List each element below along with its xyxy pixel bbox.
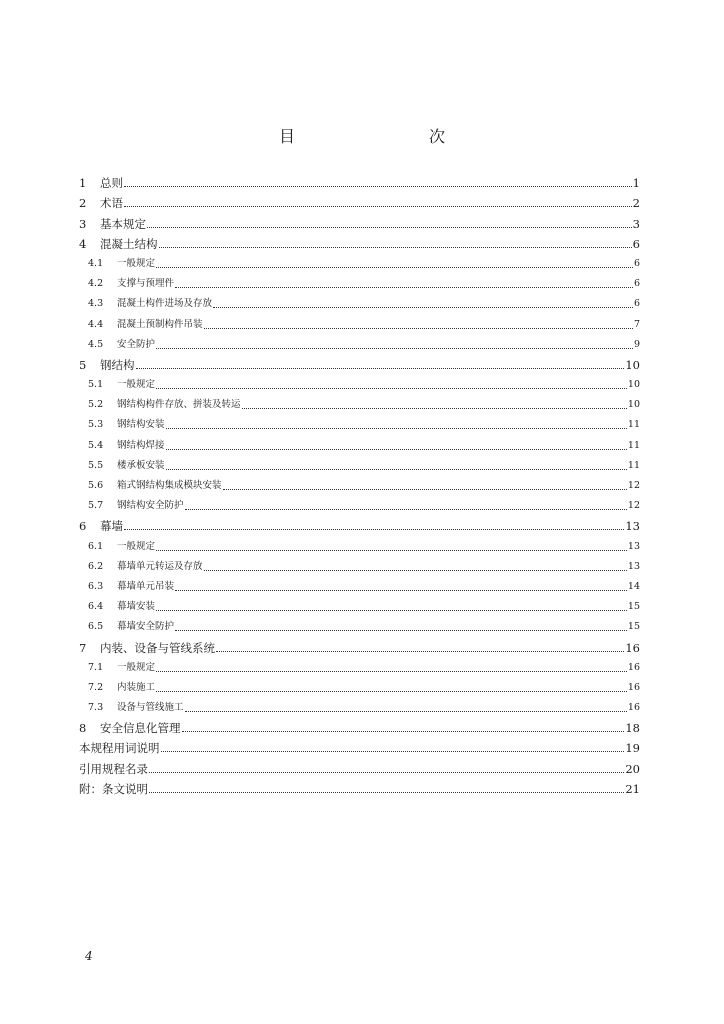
- toc-entry-page: 15: [627, 601, 640, 613]
- toc-entry-number: 6.1: [88, 540, 104, 552]
- toc-entry-page: 12: [627, 480, 640, 491]
- toc-entry-number: 7: [79, 640, 87, 655]
- dot-leader: [204, 569, 627, 571]
- toc-entry[interactable]: [79, 574, 640, 594]
- toc-entry[interactable]: [79, 554, 640, 574]
- dot-leader: [159, 246, 632, 248]
- toc-entry-number: 4.3: [88, 298, 104, 310]
- toc-entry[interactable]: [79, 291, 640, 311]
- toc-entry-page: 6: [632, 236, 640, 251]
- toc-entry-label: 支撑与预埋件: [117, 278, 175, 290]
- dot-leader: [175, 589, 627, 591]
- toc-entry-label: 钢结构安全防护: [117, 500, 184, 512]
- dot-leader: [156, 347, 633, 349]
- toc-entry-label: 混凝土预制构件吊装: [117, 318, 203, 330]
- dot-leader: [175, 286, 633, 288]
- toc-entry-page: 20: [625, 761, 640, 776]
- toc-entry-page: 14: [627, 580, 640, 592]
- toc-entry-page: 16: [627, 661, 640, 673]
- toc-entry-label: 一般规定: [117, 257, 156, 269]
- toc-entry-page: 12: [627, 500, 640, 512]
- toc-entry-label: 术语: [100, 196, 123, 211]
- toc-entry-number: 5.7: [88, 500, 104, 512]
- toc-entry[interactable]: [79, 735, 640, 755]
- toc-entry-number: 5.5: [88, 459, 104, 471]
- toc-entry-number: 7.3: [88, 702, 104, 714]
- toc-entry[interactable]: [79, 251, 640, 271]
- toc-entry-page: 10: [627, 399, 640, 411]
- toc-entry-number: 5.4: [88, 439, 104, 451]
- toc-entry-label: 一般规定: [117, 379, 156, 391]
- toc-entry[interactable]: [79, 715, 640, 735]
- toc-entry-page: 13: [627, 560, 640, 572]
- toc-entry-label: 安全信息化管理: [100, 721, 181, 736]
- toc-entry-number: 5: [79, 357, 87, 372]
- dot-leader: [124, 205, 632, 207]
- toc-entry[interactable]: [79, 473, 640, 493]
- toc-entry-page: 6: [633, 298, 640, 310]
- toc-entry[interactable]: [79, 372, 640, 392]
- toc-entry-page: 11: [627, 459, 640, 471]
- toc-entry[interactable]: [79, 352, 640, 372]
- toc-entry-page: 19: [625, 741, 640, 756]
- toc-entry-label: 钢结构焊接: [117, 439, 165, 451]
- dot-leader: [216, 650, 624, 652]
- toc-entry-number: 4: [79, 236, 87, 251]
- toc-entry[interactable]: [79, 634, 640, 654]
- toc-entry-number: 6.3: [88, 580, 104, 592]
- toc-entry-number: 2: [79, 196, 87, 211]
- dot-leader: [156, 387, 627, 389]
- toc-entry-number: 1: [79, 176, 87, 191]
- toc-entry-label: 设备与管线施工: [117, 702, 184, 714]
- toc-entry-label: 混凝土构件进场及存放: [117, 298, 213, 310]
- toc-entry-number: 6.4: [88, 601, 104, 613]
- toc-entry[interactable]: [79, 210, 640, 230]
- dot-leader: [147, 226, 632, 228]
- toc-entry-number: 5.3: [88, 419, 104, 431]
- toc-entry-label: 一般规定: [117, 540, 156, 552]
- page-title: 目 次: [278, 127, 479, 146]
- dot-leader: [156, 690, 627, 692]
- toc-entry-label: 本规程用词说明: [79, 741, 160, 756]
- dot-leader: [136, 367, 625, 369]
- dot-leader: [124, 185, 632, 187]
- toc-entry[interactable]: [79, 695, 640, 715]
- dot-leader: [182, 730, 625, 732]
- toc-entry[interactable]: [79, 271, 640, 291]
- toc-entry-label: 箱式钢结构集成模块安装: [117, 480, 222, 491]
- toc-entry[interactable]: [79, 594, 640, 614]
- toc-entry[interactable]: [79, 533, 640, 553]
- toc-entry-page: 13: [627, 540, 640, 552]
- toc-entry-page: 13: [625, 519, 640, 534]
- dot-leader: [223, 488, 627, 490]
- dot-leader: [175, 629, 627, 631]
- toc-entry[interactable]: [79, 412, 640, 432]
- toc-entry-label: 混凝土结构: [100, 236, 158, 251]
- dot-leader: [124, 528, 624, 530]
- toc-entry-label: 安全防护: [117, 338, 156, 350]
- toc-entry-page: 11: [627, 419, 640, 431]
- toc-entry[interactable]: [79, 170, 640, 190]
- toc-entry-label: 内装、设备与管线系统: [100, 640, 215, 655]
- toc-entry-page: 16: [627, 702, 640, 714]
- toc-entry-label: 内装施工: [117, 681, 156, 693]
- toc-entry-page: 7: [633, 318, 640, 330]
- dot-leader: [185, 508, 627, 510]
- toc-entry-page: 15: [627, 621, 640, 633]
- dot-leader: [156, 549, 627, 551]
- toc-entry-number: 5.2: [88, 399, 104, 411]
- toc-entry-label: 附：条文说明: [79, 781, 148, 796]
- toc-entry[interactable]: [79, 453, 640, 473]
- toc-entry[interactable]: [79, 311, 640, 331]
- toc-entry-page: 16: [625, 640, 640, 655]
- toc-entry-number: 3: [79, 216, 87, 231]
- toc-entry-page: 6: [633, 257, 640, 269]
- toc-entry-number: 8: [79, 721, 87, 736]
- toc-entry-page: 10: [625, 357, 640, 372]
- toc-entry-number: 6.5: [88, 621, 104, 633]
- toc-entry-number: 5.6: [88, 480, 104, 491]
- toc-entry-page: 18: [625, 721, 640, 736]
- dot-leader: [204, 327, 633, 329]
- dot-leader: [156, 670, 627, 672]
- toc-entry-label: 引用规程名录: [79, 761, 148, 776]
- toc-entry[interactable]: [79, 190, 640, 210]
- toc-entry-label: 一般规定: [117, 661, 156, 673]
- toc-entry-page: 3: [632, 216, 640, 231]
- toc-entry-label: 钢结构安装: [117, 419, 165, 431]
- toc-entry[interactable]: [79, 675, 640, 695]
- toc-entry-page: 11: [627, 439, 640, 451]
- toc-entry-label: 幕墙单元吊装: [117, 580, 175, 592]
- page-number: 4: [85, 949, 93, 963]
- dot-leader: [166, 468, 627, 470]
- toc-entry[interactable]: [79, 614, 640, 634]
- toc-entry-number: 6: [79, 519, 87, 534]
- dot-leader: [242, 407, 627, 409]
- toc-entry[interactable]: [79, 332, 640, 352]
- toc-entry[interactable]: [79, 655, 640, 675]
- toc-entry-page: 1: [632, 176, 640, 191]
- toc-entry[interactable]: [79, 432, 640, 452]
- toc-entry[interactable]: [79, 776, 640, 796]
- toc-entry-number: 6.2: [88, 560, 104, 572]
- table-of-contents: [79, 170, 640, 796]
- dot-leader: [149, 791, 624, 793]
- toc-entry-page: 21: [625, 781, 640, 796]
- toc-entry-page: 10: [627, 379, 640, 391]
- toc-entry[interactable]: [79, 493, 640, 513]
- toc-entry[interactable]: [79, 231, 640, 251]
- toc-entry[interactable]: [79, 513, 640, 533]
- dot-leader: [185, 710, 627, 712]
- dot-leader: [156, 266, 633, 268]
- toc-entry-label: 总则: [100, 176, 123, 191]
- toc-entry-number: 5.1: [88, 379, 104, 391]
- dot-leader: [166, 427, 627, 429]
- toc-entry-number: 7.2: [88, 681, 104, 693]
- toc-entry[interactable]: [79, 392, 640, 412]
- toc-entry-page: 16: [627, 681, 640, 693]
- toc-entry-label: 基本规定: [100, 216, 146, 231]
- toc-entry-label: 楼承板安装: [117, 459, 165, 471]
- dot-leader: [213, 306, 633, 308]
- toc-entry-label: 钢结构构件存放、拼装及转运: [117, 399, 241, 411]
- toc-entry-number: 4.2: [88, 278, 104, 290]
- toc-entry-label: 幕墙单元转运及存放: [117, 560, 203, 572]
- dot-leader: [166, 448, 627, 450]
- toc-entry-page: 9: [633, 338, 640, 350]
- toc-entry-number: 4.4: [88, 318, 104, 330]
- toc-entry-page: 2: [632, 196, 640, 211]
- toc-entry-number: 7.1: [88, 661, 104, 673]
- toc-entry-label: 幕墙安装: [117, 601, 156, 613]
- toc-entry-page: 6: [633, 278, 640, 290]
- dot-leader: [156, 609, 627, 611]
- dot-leader: [161, 750, 625, 752]
- toc-entry[interactable]: [79, 755, 640, 775]
- toc-entry-number: 4.5: [88, 338, 104, 350]
- toc-entry-number: 4.1: [88, 257, 104, 269]
- toc-entry-label: 幕墙: [100, 519, 123, 534]
- toc-entry-label: 幕墙安全防护: [117, 621, 175, 633]
- dot-leader: [149, 771, 624, 773]
- toc-entry-label: 钢结构: [100, 357, 135, 372]
